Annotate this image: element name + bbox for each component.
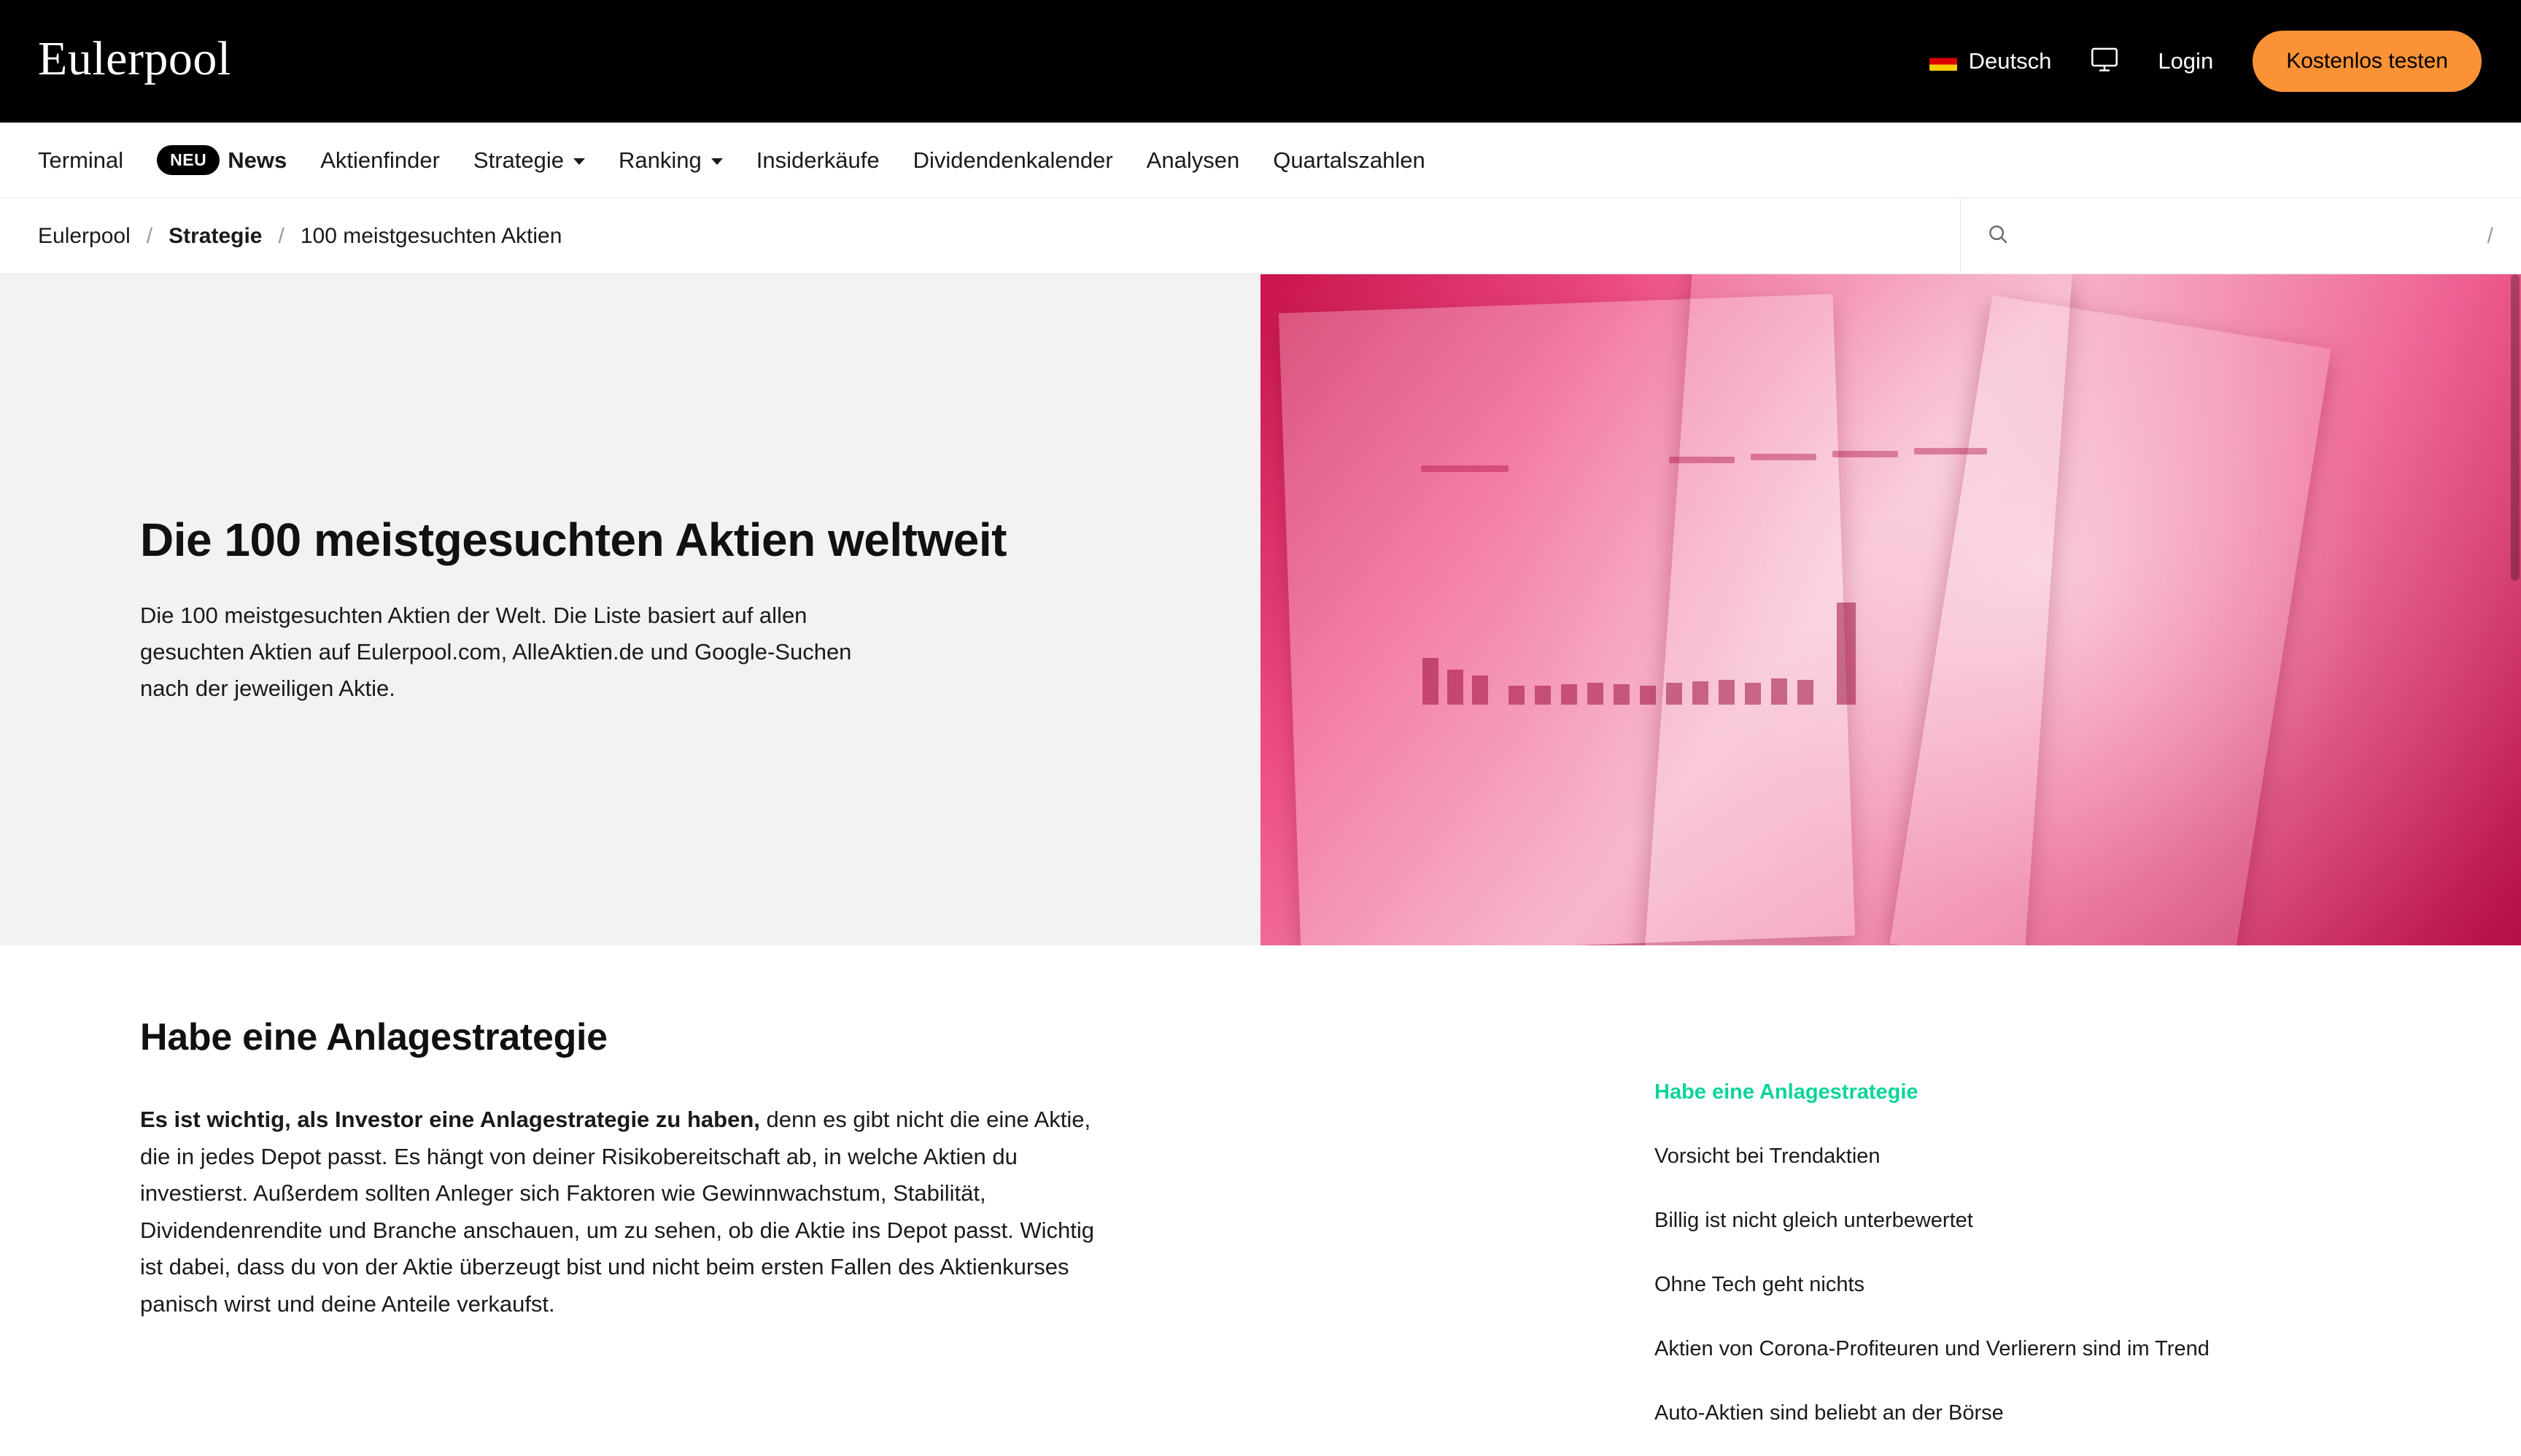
content-area [0, 945, 2521, 1456]
toc-item-4[interactable]: Aktien von Corona-Profiteuren und Verlierern sind im Trend [1654, 1337, 2210, 1361]
main-nav [0, 123, 2521, 198]
chevron-down-icon [573, 158, 585, 165]
nav-label: News [228, 147, 287, 173]
hero-section [0, 274, 2521, 945]
nav-label: Insiderkäufe [756, 147, 880, 173]
search-input[interactable] [2025, 224, 2471, 249]
language-selector[interactable] [1929, 48, 2052, 74]
search-bar [1961, 198, 2521, 274]
german-flag-icon [1929, 52, 1957, 71]
monitor-icon[interactable] [2091, 47, 2118, 76]
section-heading: Habe eine Anlagestrategie [140, 1016, 608, 1058]
toc-item-0[interactable]: Habe eine Anlagestrategie [1654, 1080, 1918, 1104]
breadcrumb [0, 198, 1961, 274]
nav-label: Strategie [473, 147, 564, 173]
breadcrumb-item-home[interactable]: Eulerpool [38, 223, 131, 248]
article-lead: Es ist wichtig, als Investor eine Anlagestrategie zu haben, [140, 1107, 760, 1132]
language-label: Deutsch [1968, 48, 2052, 74]
article-column [0, 1015, 1654, 1456]
page-scrollbar[interactable] [2509, 274, 2521, 1456]
nav-item-strategie[interactable] [473, 147, 585, 174]
top-bar-actions [1929, 31, 2482, 92]
hero-image-photo [1260, 274, 2521, 945]
toc-item-2[interactable]: Billig ist nicht gleich unterbewertet [1654, 1209, 1973, 1233]
top-bar [0, 0, 2521, 123]
login-link[interactable]: Login [2158, 48, 2214, 74]
nav-label: Aktienfinder [320, 147, 440, 173]
page-title: Die 100 meistgesuchten Aktien weltweit [140, 513, 1007, 566]
nav-label: Quartalszahlen [1273, 147, 1425, 173]
nav-item-quartalszahlen[interactable] [1273, 147, 1425, 174]
nav-item-analysen[interactable] [1147, 147, 1240, 174]
search-icon [1987, 223, 2009, 249]
chevron-down-icon [711, 158, 723, 165]
article-paragraph [140, 1101, 1121, 1323]
breadcrumb-separator: / [278, 223, 284, 248]
toc-item-5[interactable]: Auto-Aktien sind beliebt an der Börse [1654, 1401, 2004, 1425]
article-body: denn es gibt nicht die eine Aktie, die in jedes Depot passt. Es hängt von deiner Risikobereitschaft ab, in welche Aktien du investierst. Außerdem sollten Anleger sich Faktoren wie Gewinnwachstum, Stabilität, Dividendenrendite und Branche anschauen, um zu sehen, ob die Aktie ins Depot passt. Wichtig ist dabei, dass du von der Aktie überzeugt bist und nicht beim ersten Fallen des Aktienkurses panisch wirst und deine Anteile verkaufst. [140, 1107, 1094, 1317]
nav-item-aktienfinder[interactable] [320, 147, 440, 174]
nav-item-dividendenkalender[interactable] [913, 147, 1113, 174]
nav-label: Analysen [1146, 147, 1240, 173]
table-of-contents [1654, 1015, 2521, 1456]
nav-item-insiderkaeufe[interactable] [756, 147, 880, 174]
nav-item-terminal[interactable] [38, 147, 123, 174]
scrollbar-thumb[interactable] [2511, 274, 2520, 581]
breadcrumb-bar [0, 198, 2521, 274]
nav-label: Ranking [619, 147, 702, 173]
hero-image [1260, 274, 2521, 945]
site-logo[interactable]: Eulerpool [38, 32, 231, 85]
new-badge: NEU [157, 145, 220, 175]
breadcrumb-item-current: 100 meistgesuchten Aktien [300, 223, 562, 248]
hero-subtitle: Die 100 meistgesuchten Aktien der Welt. Die Liste basiert auf allen gesuchten Aktien auf Eulerpool.com, AlleAktien.de und Google-Suchen nach der jeweiligen Aktie. [140, 602, 852, 702]
nav-item-news[interactable] [157, 145, 287, 175]
nav-label: Dividendenkalender [913, 147, 1113, 173]
toc-item-3[interactable]: Ohne Tech geht nichts [1654, 1273, 1865, 1297]
breadcrumb-item-strategie[interactable]: Strategie [169, 223, 263, 248]
nav-item-ranking[interactable] [619, 147, 723, 174]
search-shortcut-hint: / [2487, 223, 2493, 248]
nav-label: Terminal [38, 147, 124, 173]
free-trial-button[interactable]: Kostenlos testen [2253, 31, 2482, 92]
breadcrumb-separator: / [146, 223, 153, 248]
toc-item-1[interactable]: Vorsicht bei Trendaktien [1654, 1145, 1881, 1169]
hero-text-block [0, 274, 1260, 945]
